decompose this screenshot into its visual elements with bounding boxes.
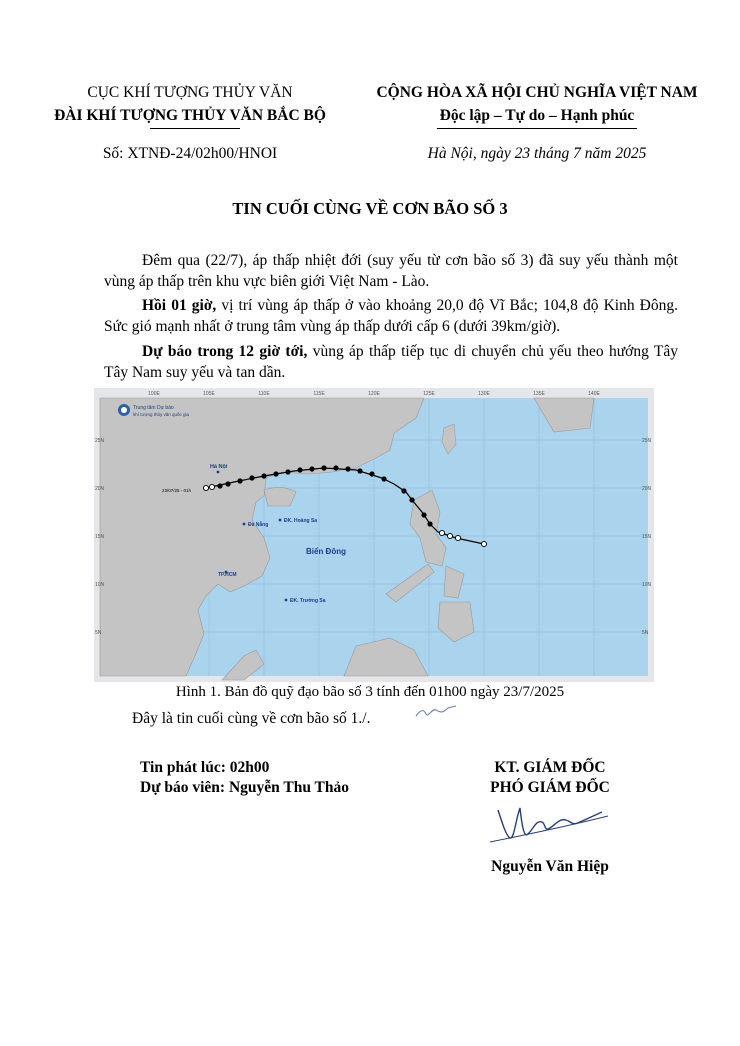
lon-label: 125E bbox=[423, 391, 435, 397]
lat-label: 15N bbox=[95, 534, 105, 540]
storm-position-marker bbox=[369, 471, 374, 476]
hcm-label: TP.HCM bbox=[218, 572, 237, 578]
lon-label: 140E bbox=[588, 391, 600, 397]
storm-position-marker bbox=[321, 465, 326, 470]
hanoi-label: Hà Nội bbox=[210, 464, 228, 470]
depression-position-marker bbox=[203, 485, 208, 490]
storm-position-marker bbox=[261, 473, 266, 478]
bulletin-title: TIN CUỐI CÙNG VỀ CƠN BÃO SỐ 3 bbox=[232, 199, 508, 218]
storm-position-marker bbox=[309, 466, 314, 471]
paragraph-3-text: vùng áp thấp tiếp tục di chuyển chủ yếu theo hướng Tây Tây Nam suy yếu và tan dần. bbox=[104, 343, 679, 381]
storm-position-marker bbox=[225, 481, 230, 486]
initial-mark bbox=[412, 702, 462, 722]
lat-label: 10N bbox=[95, 582, 105, 588]
signer-name: Nguyễn Văn Hiệp bbox=[491, 858, 609, 875]
lat-label-right: 5N bbox=[642, 630, 649, 636]
lat-label-right: 10N bbox=[642, 582, 652, 588]
storm-position-marker bbox=[297, 467, 302, 472]
signer-title-2: PHÓ GIÁM ĐỐC bbox=[490, 779, 610, 796]
agency-name: ĐÀI KHÍ TƯỢNG THỦY VĂN BẮC BỘ bbox=[54, 107, 326, 124]
storm-position-marker bbox=[421, 512, 426, 517]
storm-position-marker bbox=[273, 471, 278, 476]
storm-position-marker bbox=[357, 468, 362, 473]
storm-track-map bbox=[94, 388, 654, 682]
agency-parent: CỤC KHÍ TƯỢNG THỦY VĂN bbox=[87, 84, 293, 101]
truongsa-marker bbox=[285, 599, 288, 602]
storm-position-marker bbox=[401, 488, 406, 493]
lat-label-right: 20N bbox=[642, 486, 652, 492]
lat-label: 5N bbox=[95, 630, 102, 636]
depression-position-marker bbox=[447, 533, 452, 538]
storm-position-marker bbox=[427, 521, 432, 526]
map-caption: Hình 1. Bản đồ quỹ đạo bão số 3 tính đến 01h00 ngày 23/7/2025 bbox=[175, 684, 565, 700]
signature-mark bbox=[480, 798, 620, 850]
lon-label: 110E bbox=[258, 391, 270, 397]
truongsa-label: ĐK. Trường Sa bbox=[290, 598, 326, 604]
lon-label: 100E bbox=[148, 391, 160, 397]
time-label: 23/07/25 - 01h bbox=[162, 488, 192, 493]
country-motto: Độc lập – Tự do – Hạnh phúc bbox=[439, 107, 635, 124]
place-date: Hà Nội, ngày 23 tháng 7 năm 2025 bbox=[427, 145, 647, 162]
paragraph-1 bbox=[104, 250, 678, 292]
storm-position-marker bbox=[217, 483, 222, 488]
storm-position-marker bbox=[237, 478, 242, 483]
document-number: Số: XTNĐ-24/02h00/HNOI bbox=[102, 145, 278, 162]
storm-position-marker bbox=[345, 466, 350, 471]
storm-position-marker bbox=[381, 476, 386, 481]
lat-label-right: 25N bbox=[642, 438, 652, 444]
paragraph-3-lead: Dự báo trong 12 giờ tới, bbox=[142, 343, 308, 360]
lon-label: 135E bbox=[533, 391, 545, 397]
hoangsa-label: ĐK. Hoàng Sa bbox=[284, 518, 318, 524]
paragraph-3 bbox=[104, 341, 678, 383]
lon-label: 120E bbox=[368, 391, 380, 397]
storm-position-marker bbox=[333, 465, 338, 470]
country-name: CỘNG HÒA XÃ HỘI CHỦ NGHĨA VIỆT NAM bbox=[376, 84, 698, 101]
depression-position-marker bbox=[455, 535, 460, 540]
danang-label: Đà Nẵng bbox=[248, 522, 269, 528]
lon-label: 130E bbox=[478, 391, 490, 397]
signer-title-1: KT. GIÁM ĐỐC bbox=[494, 759, 606, 776]
storm-position-marker bbox=[285, 469, 290, 474]
hainan-island bbox=[264, 487, 296, 506]
paragraph-2 bbox=[104, 295, 678, 337]
lat-label-right: 15N bbox=[642, 534, 652, 540]
hoangsa-marker bbox=[279, 519, 282, 522]
closing-line: Đây là tin cuối cùng về cơn bão số 1./. bbox=[132, 710, 371, 727]
paragraph-1-text: Đêm qua (22/7), áp thấp nhiệt đới (suy yếu từ cơn bão số 3) đã suy yếu thành một vùng áp thấp trên khu vực biên giới Việt Nam - Lào. bbox=[104, 252, 678, 290]
lon-label: 105E bbox=[203, 391, 215, 397]
storm-position-marker bbox=[249, 475, 254, 480]
sea-name-label: Biển Đông bbox=[306, 547, 346, 556]
lat-label: 25N bbox=[95, 438, 105, 444]
danang-marker bbox=[243, 523, 246, 526]
depression-position-marker bbox=[439, 530, 444, 535]
depression-position-marker bbox=[209, 484, 214, 489]
storm-position-marker bbox=[409, 497, 414, 502]
agency-logo-line2: khí tượng thủy văn quốc gia bbox=[133, 412, 189, 417]
agency-logo-line1: Trung tâm Dự báo bbox=[133, 405, 174, 411]
agency-logo-inner bbox=[121, 407, 127, 413]
forecaster-name: Dự báo viên: Nguyễn Thu Thảo bbox=[140, 779, 350, 796]
paragraph-2-text: vị trí vùng áp thấp ở vào khoảng 20,0 độ Vĩ Bắc; 104,8 độ Kinh Đông. Sức gió mạnh nhất ở trung tâm vùng áp thấp dưới cấp 6 (dưới 39km/giờ). bbox=[104, 297, 678, 335]
paragraph-2-lead: Hồi 01 giờ, bbox=[142, 297, 217, 314]
agency-underline bbox=[150, 128, 240, 129]
lon-label: 115E bbox=[313, 391, 325, 397]
motto-underline bbox=[437, 128, 637, 129]
hanoi-marker bbox=[217, 471, 220, 474]
issued-time: Tin phát lúc: 02h00 bbox=[140, 759, 270, 776]
depression-position-marker bbox=[481, 541, 486, 546]
lat-label: 20N bbox=[95, 486, 105, 492]
